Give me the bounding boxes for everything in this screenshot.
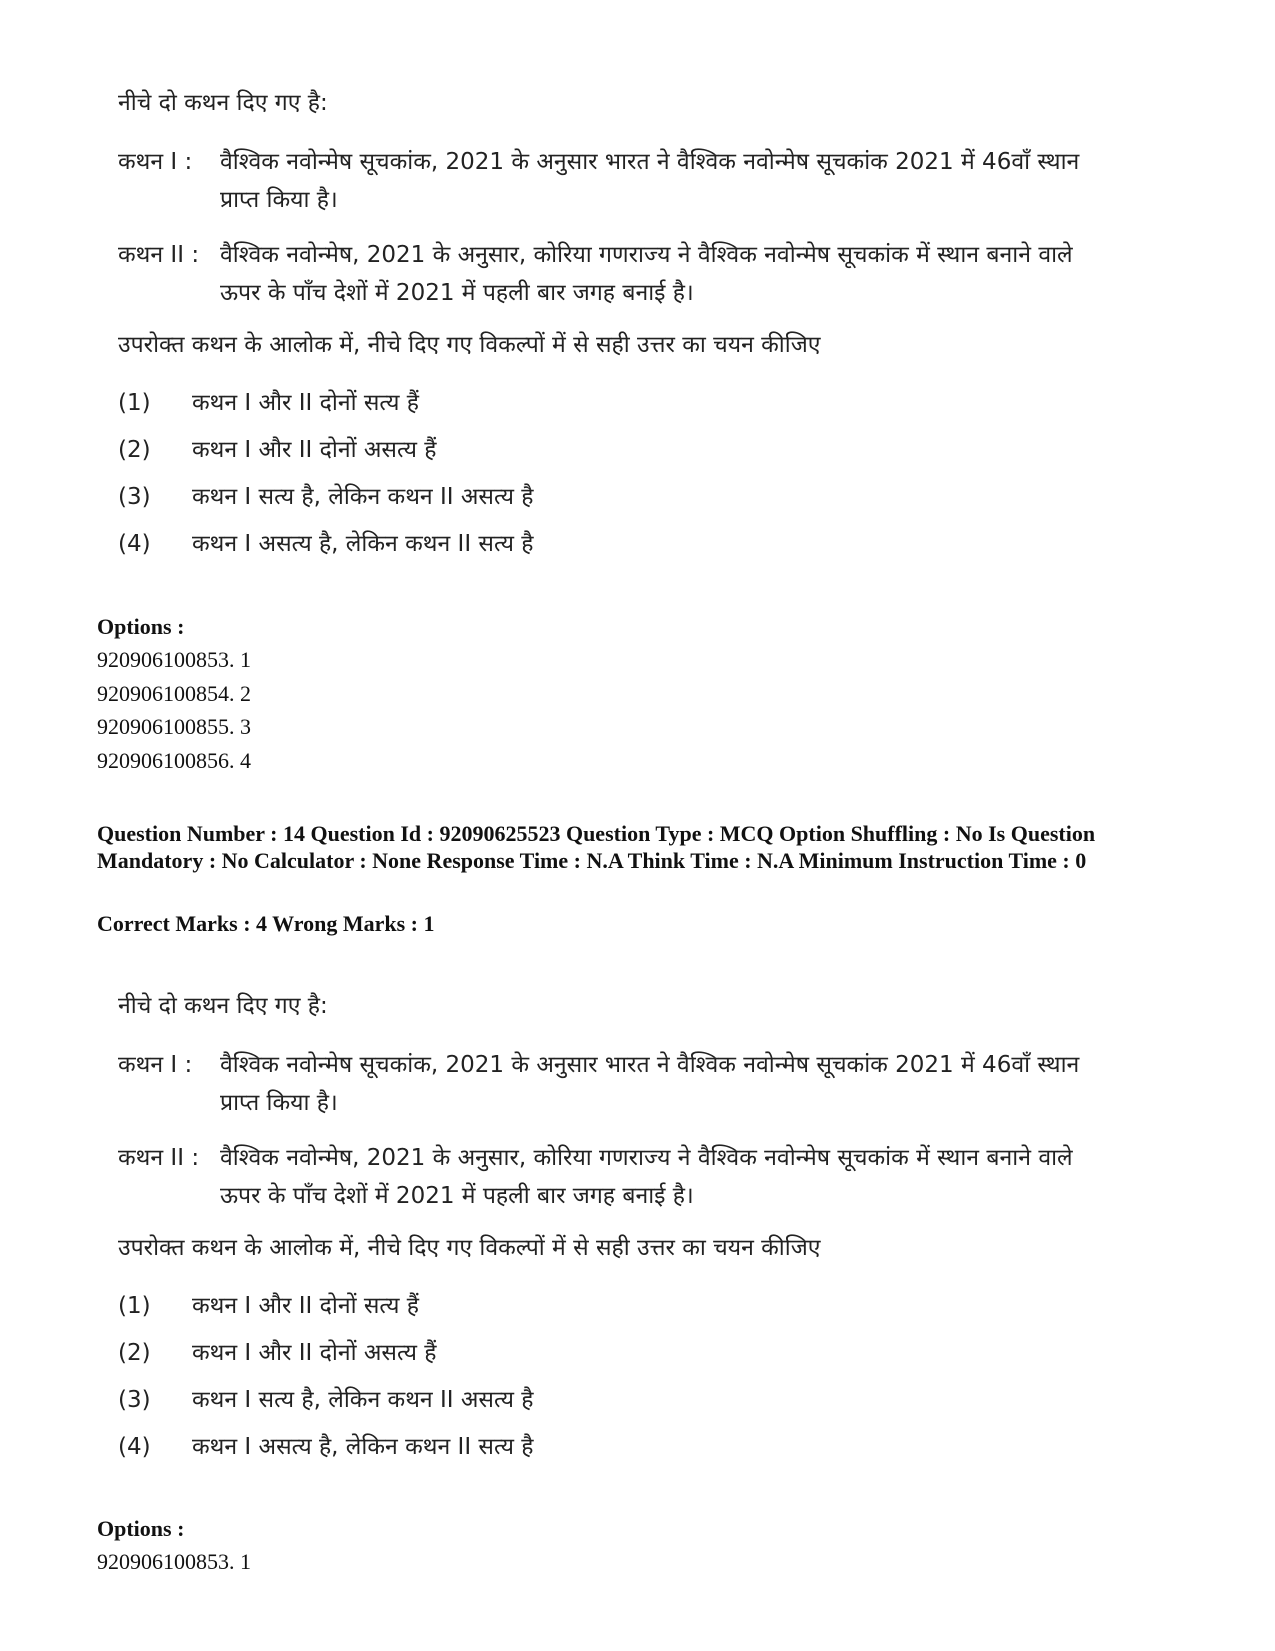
statement-2-text: वैश्विक नवोन्मेष, 2021 के अनुसार, कोरिया गणराज्य ने वैश्विक नवोन्मेष सूचकांक में स्थान बनाने वाले ऊपर के पाँच देशों में 2021 में पहली बार जगह बनाई है। [220,242,1073,306]
choice-text: कथन I असत्य है, लेकिन कथन II सत्य है [192,1434,534,1460]
choice-text: कथन I और II दोनों असत्य हैं [192,1340,437,1366]
question-intro: नीचे दो कथन दिए गए है: [118,90,328,116]
choice-number: (4) [118,531,151,557]
statement-1 [118,1046,1078,1122]
question-instruction: उपरोक्त कथन के आलोक में, नीचे दिए गए विकल्पों में से सही उत्तर का चयन कीजिए [118,1235,821,1261]
choice-number: (4) [118,1434,151,1460]
choice-text: कथन I असत्य है, लेकिन कथन II सत्य है [192,531,534,557]
choice-text: कथन I और II दोनों असत्य हैं [192,437,437,463]
statement-2-text: वैश्विक नवोन्मेष, 2021 के अनुसार, कोरिया गणराज्य ने वैश्विक नवोन्मेष सूचकांक में स्थान बनाने वाले ऊपर के पाँच देशों में 2021 में पहली बार जगह बनाई है। [220,1145,1073,1209]
question-14-body [118,987,1118,1497]
options-heading: Options : [97,614,185,639]
choice-number: (1) [118,1293,151,1319]
question-marks: Correct Marks : 4 Wrong Marks : 1 [97,911,435,936]
statement-1-label: कथन I : [118,149,193,175]
choice-text: कथन I सत्य है, लेकिन कथन II असत्य है [192,1387,534,1413]
option-item: 920906100855. 3 [97,714,251,739]
option-item: 920906100856. 4 [97,748,251,773]
statement-2 [118,1139,1078,1215]
choice-text: कथन I और II दोनों सत्य हैं [192,390,419,416]
choice-text: कथन I और II दोनों सत्य हैं [192,1293,419,1319]
choice-number: (3) [118,1387,151,1413]
option-item: 920906100853. 1 [97,647,251,672]
question-intro: नीचे दो कथन दिए गए है: [118,993,328,1019]
option-item: 920906100854. 2 [97,681,251,706]
statement-2 [118,236,1078,312]
choice-text: कथन I सत्य है, लेकिन कथन II असत्य है [192,484,534,510]
statement-1 [118,143,1078,219]
question-13-body [118,84,1118,594]
choice-number: (1) [118,390,151,416]
statement-1-label: कथन I : [118,1052,193,1078]
choice-number: (3) [118,484,151,510]
question-instruction: उपरोक्त कथन के आलोक में, नीचे दिए गए विकल्पों में से सही उत्तर का चयन कीजिए [118,332,821,358]
options-heading: Options : [97,1516,185,1541]
option-item: 920906100853. 1 [97,1549,251,1574]
question-meta: Question Number : 14 Question Id : 92090625523 Question Type : MCQ Option Shuffling : No Is Question Mandatory : No Calculator : None Response Time : N.A Think Time : N.A Minimum Instruction Time : 0 [97,821,1096,873]
statement-1-text: वैश्विक नवोन्मेष सूचकांक, 2021 के अनुसार भारत ने वैश्विक नवोन्मेष सूचकांक 2021 में 46वाँ स्थान प्राप्त किया है। [220,149,1080,213]
statement-1-text: वैश्विक नवोन्मेष सूचकांक, 2021 के अनुसार भारत ने वैश्विक नवोन्मेष सूचकांक 2021 में 46वाँ स्थान प्राप्त किया है। [220,1052,1080,1116]
statement-2-label: कथन II : [118,1145,200,1171]
choice-number: (2) [118,1340,151,1366]
statement-2-label: कथन II : [118,242,200,268]
choice-number: (2) [118,437,151,463]
